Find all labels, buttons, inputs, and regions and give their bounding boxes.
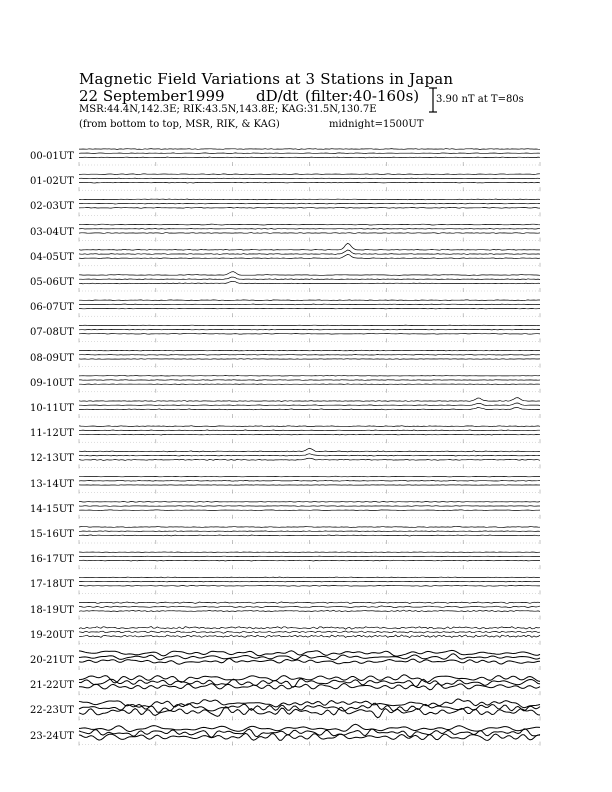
station-trace — [79, 724, 540, 731]
station-trace — [79, 531, 540, 532]
station-trace — [79, 658, 540, 664]
station-trace — [79, 403, 540, 406]
station-trace — [79, 501, 540, 502]
station-trace — [79, 334, 540, 335]
station-trace — [79, 610, 540, 612]
hour-label: 16-17UT — [30, 554, 74, 566]
hour-label: 17-18UT — [30, 579, 74, 591]
station-trace — [79, 506, 540, 507]
station-trace — [79, 359, 540, 360]
station-trace — [79, 635, 540, 638]
midnight-note: midnight=1500UT — [329, 119, 424, 130]
station-trace — [79, 480, 540, 481]
hour-label: 20-21UT — [30, 655, 74, 666]
station-trace — [79, 675, 540, 683]
station-trace — [79, 577, 540, 578]
station-trace — [79, 224, 540, 225]
filter-label: (filter:40-160s) — [305, 87, 420, 105]
hour-label: 09-10UT — [30, 377, 74, 389]
station-trace — [79, 233, 540, 234]
hour-label: 00-01UT — [30, 151, 74, 162]
hour-label: 03-04UT — [30, 226, 74, 238]
station-trace — [79, 654, 540, 660]
hour-label: 15-16UT — [30, 529, 74, 540]
hour-label: 06-07UT — [30, 302, 74, 314]
station-trace — [79, 448, 540, 452]
station-trace — [79, 308, 540, 309]
station-trace — [79, 458, 540, 460]
hour-label: 04-05UT — [30, 251, 74, 263]
station-trace — [79, 380, 540, 381]
station-trace — [79, 407, 540, 409]
station-trace — [79, 733, 540, 740]
hour-label: 08-09UT — [30, 352, 74, 364]
station-trace — [79, 207, 540, 208]
station-trace — [79, 560, 540, 561]
station-trace — [79, 304, 540, 305]
station-trace — [79, 384, 540, 385]
station-trace — [79, 272, 540, 276]
hour-label: 10-11UT — [30, 403, 74, 414]
station-trace — [79, 329, 540, 330]
station-trace — [79, 281, 540, 284]
chart-date: 22 September1999 — [79, 87, 225, 105]
station-trace — [79, 627, 540, 630]
station-trace — [79, 650, 540, 656]
station-trace — [79, 510, 540, 511]
station-trace — [79, 376, 540, 377]
station-trace — [79, 178, 540, 179]
station-trace — [79, 426, 540, 427]
station-trace — [79, 203, 540, 204]
station-trace — [79, 606, 540, 608]
station-trace — [79, 325, 540, 326]
station-trace — [79, 157, 540, 158]
station-trace — [79, 631, 540, 633]
station-trace — [79, 277, 540, 280]
station-trace — [79, 703, 540, 712]
station-trace — [79, 229, 540, 230]
station-trace — [79, 585, 540, 586]
station-trace — [79, 434, 540, 435]
station-order-note: (from bottom to top, MSR, RIK, & KAG) — [79, 119, 280, 130]
station-trace — [79, 243, 540, 250]
quantity-label: dD/dt — [256, 87, 299, 105]
hour-label: 05-06UT — [30, 277, 74, 288]
station-trace — [79, 153, 540, 154]
hour-label: 19-20UT — [30, 629, 74, 641]
hour-label: 14-15UT — [30, 503, 74, 515]
station-trace — [79, 527, 540, 528]
hour-label: 18-19UT — [30, 604, 74, 616]
station-trace — [79, 476, 540, 477]
station-trace — [79, 398, 540, 402]
station-trace — [79, 300, 540, 301]
station-trace — [79, 430, 540, 431]
hour-label: 23-24UT — [30, 730, 74, 742]
station-trace — [79, 149, 540, 150]
station-trace — [79, 354, 540, 355]
station-trace — [79, 254, 540, 258]
hour-label: 13-14UT — [30, 478, 74, 490]
station-trace — [79, 199, 540, 200]
hour-label: 11-12UT — [30, 428, 74, 440]
station-trace — [79, 556, 540, 557]
scale-bar-label: 3.90 nT at T=80s — [436, 94, 524, 105]
station-trace — [79, 250, 540, 254]
chart-title: Magnetic Field Variations at 3 Stations in Japan — [79, 70, 454, 88]
hour-label: 07-08UT — [30, 327, 74, 339]
station-trace — [79, 602, 540, 604]
hour-label: 22-23UT — [30, 705, 74, 717]
station-coordinates: MSR:44.4N,142.3E; RIK:43.5N,143.8E; KAG:31.5N,130.7E — [79, 104, 377, 115]
station-trace — [79, 535, 540, 536]
station-trace — [79, 174, 540, 175]
hour-label: 02-03UT — [30, 201, 74, 213]
hour-label: 01-02UT — [30, 176, 74, 188]
station-trace — [79, 581, 540, 582]
hour-label: 21-22UT — [30, 680, 74, 692]
station-trace — [79, 182, 540, 183]
station-trace — [79, 684, 540, 690]
station-trace — [79, 350, 540, 351]
station-trace — [79, 454, 540, 456]
hour-label: 12-13UT — [30, 453, 74, 465]
